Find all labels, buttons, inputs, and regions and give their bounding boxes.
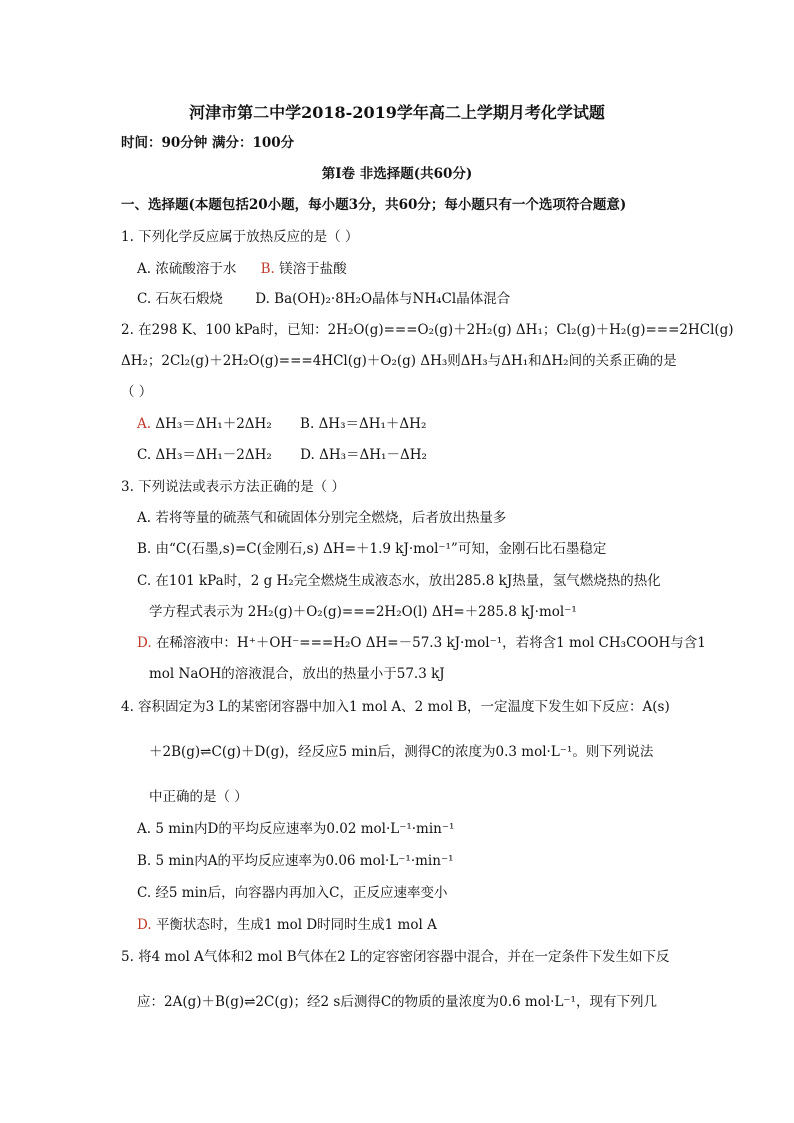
q4-option-b: B. 5 min内A的平均反应速率为0.06 mol·L⁻¹·min⁻¹ bbox=[137, 853, 454, 869]
q5-line2: 应：2A(g)＋B(g)⇌2C(g)；经2 s后测得C的物质的量浓度为0.6 mol·L⁻¹，现有下列几 bbox=[137, 994, 657, 1010]
q2-line3: （ ） bbox=[121, 384, 153, 400]
time-info: 时间：90分钟 满分：100分 bbox=[121, 135, 295, 151]
q1-d-text: Ba(OH)₂·8H₂O晶体与NH₄Cl晶体混合 bbox=[274, 291, 511, 307]
q3-d-letter: D. bbox=[137, 635, 152, 651]
q3-option-c-line2: 学方程式表示为 2H₂(g)＋O₂(g)===2H₂O(l) ΔH=＋285.8 kJ·mol⁻¹ bbox=[149, 604, 577, 620]
q3-option-d-line1 bbox=[137, 634, 706, 652]
q1-options-ab bbox=[137, 260, 347, 278]
q1-a-letter: A. bbox=[137, 261, 152, 277]
q2-c-letter: C. bbox=[137, 447, 152, 463]
q2-line1: 2. 在298 K、100 kPa时，已知：2H₂O(g)===O₂(g)＋2H₂(g) ΔH₁；Cl₂(g)＋H₂(g)===2HCl(g) bbox=[121, 322, 734, 338]
q3-option-b: B. 由“C(石墨,s)=C(金刚石,s) ΔH=＋1.9 kJ·mol⁻¹”可知，金刚石比石墨稳定 bbox=[137, 541, 607, 557]
part-heading: 一、选择题(本题包括20小题，每小题3分，共60分；每小题只有一个选项符合题意) bbox=[121, 197, 627, 213]
q2-d-text: ΔH₃＝ΔH₁－ΔH₂ bbox=[319, 447, 427, 463]
q1-a-text: 浓硫酸溶于水 bbox=[155, 261, 237, 277]
q1-stem: 1. 下列化学反应属于放热反应的是（ ） bbox=[121, 229, 359, 245]
q1-c-letter: C. bbox=[137, 291, 152, 307]
q4-option-a: A. 5 min内D的平均反应速率为0.02 mol·L⁻¹·min⁻¹ bbox=[137, 821, 455, 837]
q3-option-d-line2: mol NaOH的溶液混合，放出的热量小于57.3 kJ bbox=[149, 666, 445, 682]
q4-line3: 中正确的是（ ） bbox=[149, 789, 248, 805]
q2-c-text: ΔH₃＝ΔH₁－2ΔH₂ bbox=[155, 447, 272, 463]
section-title: 第Ⅰ卷 非选择题(共60分) bbox=[321, 166, 473, 182]
exam-title: 河津市第二中学2018-2019学年高二上学期月考化学试题 bbox=[189, 103, 605, 122]
q1-b-text: 镁溶于盐酸 bbox=[279, 261, 347, 277]
q2-options-ab bbox=[137, 415, 426, 433]
q1-b-letter: B. bbox=[260, 261, 275, 277]
q2-options-cd bbox=[137, 446, 427, 464]
q3-option-a: A. 若将等量的硫蒸气和硫固体分别完全燃烧，后者放出热量多 bbox=[137, 510, 507, 526]
q1-options-cd bbox=[137, 290, 510, 308]
q2-b-text: ΔH₃＝ΔH₁＋ΔH₂ bbox=[318, 416, 427, 432]
q2-d-letter: D. bbox=[300, 447, 315, 463]
q5-line1: 5. 将4 mol A气体和2 mol B气体在2 L的定容密闭容器中混合，并在一定条件下发生如下反 bbox=[121, 949, 670, 965]
q4-d-text: 平衡状态时，生成1 mol D时同时生成1 mol A bbox=[155, 917, 437, 933]
q4-d-letter: D. bbox=[137, 917, 152, 933]
q3-stem: 3. 下列说法或表示方法正确的是（ ） bbox=[121, 479, 345, 495]
q1-c-text: 石灰石煅烧 bbox=[155, 291, 223, 307]
q3-d-text: 在稀溶液中：H⁺＋OH⁻===H₂O ΔH=－57.3 kJ·mol⁻¹，若将含1 mol CH₃COOH与含1 bbox=[155, 635, 706, 651]
q4-option-d bbox=[137, 916, 437, 934]
q2-line2: ΔH₂；2Cl₂(g)＋2H₂O(g)===4HCl(g)＋O₂(g) ΔH₃则ΔH₃与ΔH₁和ΔH₂间的关系正确的是 bbox=[121, 353, 677, 369]
q4-option-c: C. 经5 min后，向容器内再加入C，正反应速率变小 bbox=[137, 885, 448, 901]
q2-a-letter: A. bbox=[137, 416, 152, 432]
q4-line2: ＋2B(g)⇌C(g)＋D(g)，经反应5 min后，测得C的浓度为0.3 mol·L⁻¹。则下列说法 bbox=[149, 744, 654, 760]
q3-option-c-line1: C. 在101 kPa时，2 g H₂完全燃烧生成液态水，放出285.8 kJ热量，氢气燃烧热的热化 bbox=[137, 573, 661, 589]
q2-a-text: ΔH₃＝ΔH₁＋2ΔH₂ bbox=[155, 416, 272, 432]
q1-d-letter: D. bbox=[255, 291, 270, 307]
q2-b-letter: B. bbox=[300, 416, 315, 432]
q4-line1: 4. 容积固定为3 L的某密闭容器中加入1 mol A、2 mol B，一定温度下发生如下反应：A(s) bbox=[121, 699, 670, 715]
